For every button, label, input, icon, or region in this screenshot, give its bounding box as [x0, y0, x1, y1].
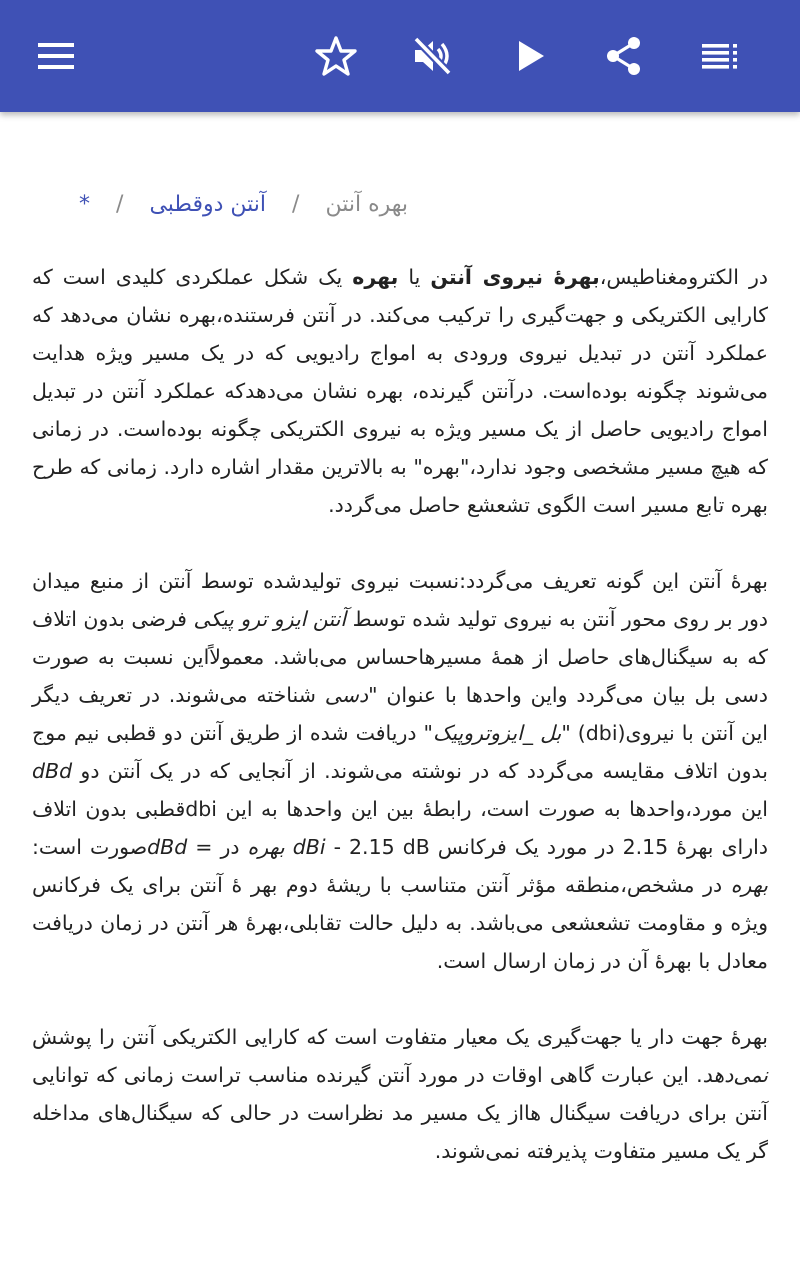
italic-unit: dBd [147, 835, 188, 859]
table-of-contents-icon [700, 36, 740, 76]
paragraph-2 [32, 562, 768, 980]
italic-unit: dBd [32, 759, 73, 783]
text: " دریافت شده از طریق آنتن دو قطبی نیم موج بدون اتلاف مقایسه می‌گردد که در نوشته می‌شوند. از آنجایی که در یک آنتن دو [32, 721, 768, 783]
paragraph-1 [32, 258, 768, 524]
italic-unit: dBi [292, 835, 326, 859]
bold-term: بهرهٔ نیروی آنتن [430, 265, 600, 289]
breadcrumb [40, 184, 408, 224]
text: در = [187, 835, 248, 859]
text: شناخته می‌شوند. در تعریف دیگر این آنتن با نیروی(dbi) " [32, 683, 768, 745]
text: یک شکل عملکردی کلیدی است که کارایی الکتریکی و جهت‌گیری را ترکیب می‌کند. در آنتن فرستنده،بهره نشان می‌دهد که عملکرد آنتن در تبدیل نیروی ورودی به امواج رادیویی که در یک مسیر ویژه هدایت می‌شوند چگونه بوده‌است. درآنتن گیرنده، بهره نشان می‌دهدکه عملکرد آنتن در تبدیل امواج رادیویی حاصل از یک مسیر ویژه به نیروی الکتریکی چگونه بوده‌است. در زمانی که هیچ مسیر مشخصی وجود ندارد،"بهره" به بالاترین مقدار اشاره دارد. زمانی که طرح بهره تابع مسیر است الگوی تشعشع حاصل می‌گردد. [32, 265, 768, 517]
text: . این عبارت گاهی اوقات در مورد آنتن گیرنده مناسب تراست زمانی که توانایی آنتن برای دریافت سیگنال هااز یک مسیر مد نظراست در حالی که سیگنال‌های مداخله گر یک مسیر متفاوت پذیرفته نمی‌شوند. [32, 1063, 768, 1163]
app-bar [0, 0, 800, 112]
text: بهرهٔ جهت دار یا جهت‌گیری یک معیار متفاوت است که کارایی الکتریکی آنتن را پوشش [32, 1025, 768, 1049]
play-icon [510, 36, 550, 76]
italic-term: بهره [247, 835, 285, 859]
italic-term: دسی [324, 683, 369, 707]
article-content [0, 112, 800, 1280]
volume-off-icon [411, 35, 453, 77]
italic-link[interactable]: آنتن ایزو ترو پیکی [193, 607, 347, 631]
bold-term: بهره [352, 265, 399, 289]
text: - 2.15 dB [284, 835, 430, 859]
text: در الکترومغناطیس، [599, 265, 768, 289]
breadcrumb-star-link[interactable]: * [79, 191, 91, 217]
text: در مشخص،منطقه مؤثر آنتن متناسب با ریشهٔ دوم بهر هٔ آنتن برای یک فرکانس ویژه و مقاومت تشعشعی می‌باشد. به دلیل حالت تقابلی،بهرهٔ هر آنتن در زمان دریافت معادل با بهرهٔ آن در زمان ارسال است. [32, 873, 768, 973]
breadcrumb-separator: / [116, 191, 124, 217]
bookmark-button[interactable] [308, 28, 364, 84]
breadcrumb-link-dipole-antenna[interactable]: آنتن دوقطبی [149, 191, 267, 217]
share-icon [603, 35, 645, 77]
text: بهرهٔ آنتن این گونه تعریف می‌گردد:نسبت نیروی تولیدشده توسط آنتن از منبع میدان دور بر روی محور آنتن به نیروی تولید شده توسط [32, 569, 768, 631]
text: صورت است: [32, 835, 148, 859]
mute-button[interactable] [404, 28, 460, 84]
article-body [32, 258, 768, 1208]
breadcrumb-current: بهره آنتن [325, 191, 408, 217]
italic-term: بهره [730, 873, 768, 897]
text: فرضی بدون اتلاف که به سیگنال‌های حاصل از همهٔ مسیرهاحساس می‌باشد. معمولاًاین نسبت به صورت دسی بل بیان می‌گردد واین واحدها با عنوان " [32, 607, 768, 707]
hamburger-menu-icon [36, 36, 76, 76]
play-button[interactable] [502, 28, 558, 84]
table-of-contents-button[interactable] [692, 28, 748, 84]
menu-button[interactable] [28, 28, 84, 84]
text: یا [398, 265, 431, 289]
text: این مورد،واحدها به صورت است، رابطهٔ بین این واحدها به این dbiقطبی بدون اتلاف دارای بهرهٔ 2.15 در مورد یک فرکانس [32, 797, 768, 859]
star-outline-icon [315, 35, 357, 77]
paragraph-3 [32, 1018, 768, 1170]
italic-term: نمی‌دهد [702, 1063, 768, 1087]
breadcrumb-separator: / [292, 191, 300, 217]
share-button[interactable] [596, 28, 652, 84]
italic-term: بل _ایزوتروپیک [433, 721, 562, 745]
